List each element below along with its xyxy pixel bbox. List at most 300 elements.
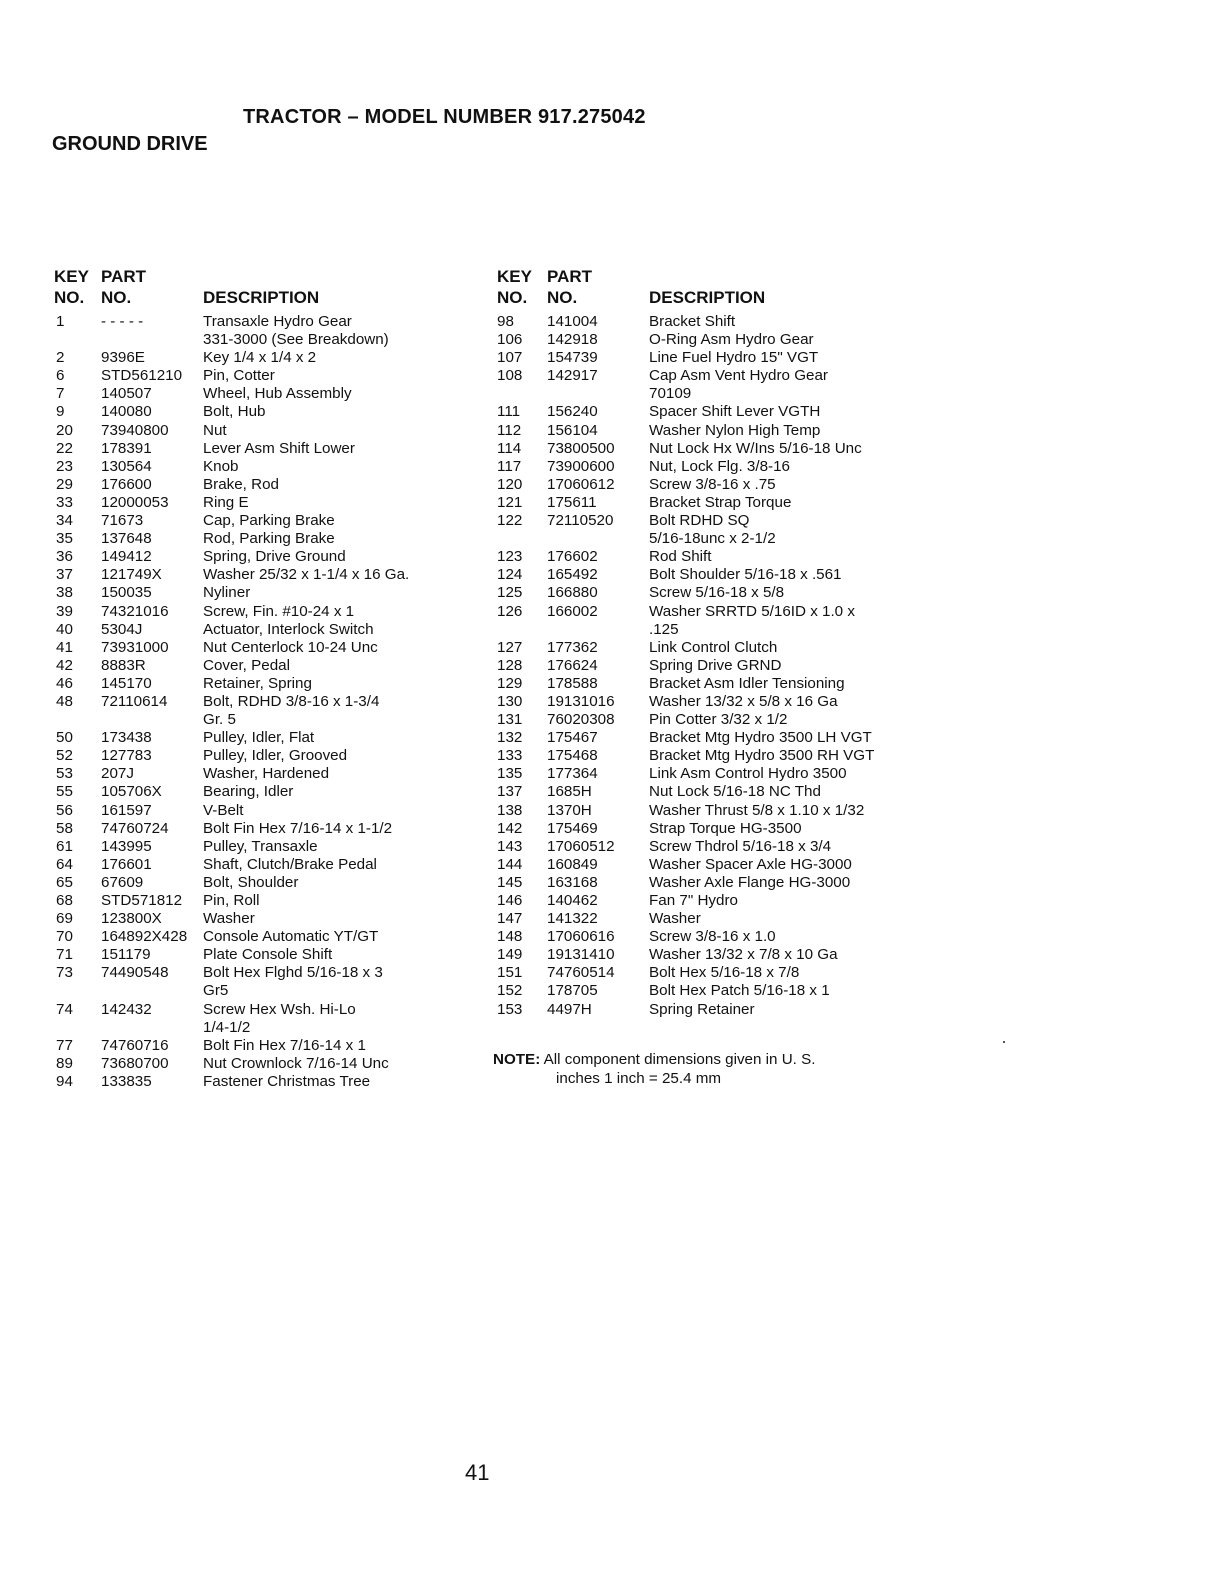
part-number: 175611: [547, 493, 597, 511]
key-number: 64: [56, 855, 73, 873]
part-description: [203, 964, 383, 1000]
page-number: 41: [465, 1460, 490, 1485]
key-number: 35: [56, 530, 73, 548]
key-number: 70: [56, 928, 73, 946]
parts-rows-right: [497, 313, 907, 1019]
description-line: Nut Centerlock 10-24 Unc: [203, 638, 378, 656]
part-description: [203, 820, 392, 838]
part-number: 149412: [101, 548, 152, 566]
description-line: Gr. 5: [203, 711, 236, 729]
table-row: [497, 693, 907, 711]
part-number: 72110614: [101, 692, 168, 710]
description-line: Key 1/4 x 1/4 x 2: [203, 349, 317, 367]
description-line: Bearing, Idler: [203, 783, 294, 801]
part-number: 141322: [547, 910, 598, 928]
description-line: Spring, Drive Ground: [203, 548, 346, 566]
description-line: Bracket Mtg Hydro 3500 RH VGT: [649, 747, 875, 765]
table-row: [497, 729, 907, 747]
part-number: 178705: [547, 982, 598, 1000]
part-description: [649, 603, 855, 639]
description-line: Bolt Hex Flghd 5/16-18 x 3: [203, 964, 383, 982]
part-description: [203, 928, 378, 946]
description-line: Washer Spacer Axle HG-3000: [649, 855, 852, 873]
part-description: [649, 440, 862, 458]
key-number: 111: [497, 403, 521, 421]
table-row: [54, 928, 484, 946]
part-description: [203, 693, 379, 729]
table-row: [54, 1073, 484, 1091]
header-description: DESCRIPTION: [203, 288, 320, 307]
table-row: [497, 566, 907, 584]
key-number: 53: [56, 765, 73, 783]
table-row: [54, 349, 484, 367]
column-headers: [497, 267, 907, 313]
key-number: 38: [56, 584, 73, 602]
key-number: 74: [56, 1000, 73, 1018]
table-row: [54, 621, 484, 639]
table-row: [54, 603, 484, 621]
part-number: 17060512: [547, 837, 615, 855]
key-number: 149: [497, 946, 523, 964]
table-row: [497, 476, 907, 494]
table-row: [54, 802, 484, 820]
table-row: [497, 603, 907, 639]
part-number: 207J: [101, 765, 134, 783]
key-number: 152: [497, 982, 523, 1000]
table-row: [497, 928, 907, 946]
description-line: Bolt Fin Hex 7/16-14 x 1-1/2: [203, 819, 393, 837]
parts-list-right: [497, 267, 907, 1019]
table-row: [497, 964, 907, 982]
table-row: [497, 422, 907, 440]
key-number: 106: [497, 331, 523, 349]
description-line: Bracket Mtg Hydro 3500 LH VGT: [649, 729, 872, 747]
part-number: 76020308: [547, 711, 615, 729]
table-row: [54, 512, 484, 530]
part-description: [649, 747, 874, 765]
key-number: 58: [56, 819, 73, 837]
part-description: [649, 512, 776, 548]
header-key: KEY: [497, 267, 532, 286]
part-number: 73800500: [547, 439, 615, 457]
table-row: [54, 892, 484, 910]
key-number: 131: [497, 711, 523, 729]
description-line: Cover, Pedal: [203, 656, 290, 674]
description-line: Strap Torque HG-3500: [649, 819, 802, 837]
description-line: Bolt Hex Patch 5/16-18 x 1: [649, 982, 830, 1000]
table-row: [54, 530, 484, 548]
part-number: 72110520: [547, 512, 614, 530]
table-row: [497, 512, 907, 548]
description-line: Line Fuel Hydro 15" VGT: [649, 349, 819, 367]
part-number: 166880: [547, 584, 598, 602]
description-line: Screw 3/8-16 x .75: [649, 475, 776, 493]
table-row: [54, 422, 484, 440]
part-description: [203, 603, 354, 621]
table-row: [54, 367, 484, 385]
part-number: 175468: [547, 747, 598, 765]
part-number: 140462: [547, 892, 598, 909]
part-number: 141004: [547, 313, 598, 330]
part-description: [649, 458, 790, 476]
part-description: [203, 946, 332, 964]
description-line: Nut, Lock Flg. 3/8-16: [649, 457, 790, 475]
key-number: 108: [497, 367, 523, 385]
part-description: [649, 892, 738, 910]
key-number: 145: [497, 873, 523, 891]
table-row: [54, 964, 484, 1000]
description-line: Nyliner: [203, 584, 251, 602]
part-description: [203, 747, 347, 765]
part-description: [203, 422, 227, 440]
table-row: [54, 946, 484, 964]
description-line: Pin, Cotter: [203, 367, 275, 385]
table-row: [497, 910, 907, 928]
key-number: 9: [56, 403, 65, 421]
part-number: 8883R: [101, 656, 146, 674]
part-number: 19131410: [547, 946, 615, 964]
part-description: [649, 566, 842, 584]
part-description: [649, 584, 784, 602]
part-number: 176624: [547, 656, 598, 674]
description-line: Plate Console Shift: [203, 946, 333, 964]
table-row: [54, 313, 484, 349]
description-line: Cap, Parking Brake: [203, 512, 335, 530]
description-line: Fastener Christmas Tree: [203, 1072, 371, 1090]
part-description: [203, 765, 329, 783]
key-number: 129: [497, 674, 523, 692]
table-row: [497, 331, 907, 349]
dimension-note: [493, 1051, 815, 1088]
key-number: 22: [56, 439, 73, 457]
part-number: 145170: [101, 674, 152, 692]
key-number: 48: [56, 692, 73, 710]
header-part-no: NO.: [547, 288, 578, 307]
header-key-no: NO.: [54, 288, 85, 307]
part-number: 161597: [101, 801, 152, 819]
part-description: [203, 856, 377, 874]
key-number: 132: [497, 729, 523, 747]
table-row: [54, 639, 484, 657]
key-number: 125: [497, 584, 523, 602]
description-line: Rod, Parking Brake: [203, 530, 335, 548]
part-number: 142432: [101, 1000, 152, 1018]
description-line: Bracket Asm Idler Tensioning: [649, 674, 845, 692]
header-part-no: NO.: [101, 288, 132, 307]
table-row: [54, 1037, 484, 1055]
key-number: 71: [56, 946, 73, 964]
key-number: 61: [56, 837, 73, 855]
part-description: [203, 385, 352, 403]
part-number: 173438: [101, 729, 152, 747]
description-line: Washer: [649, 910, 701, 928]
table-row: [497, 1001, 907, 1019]
description-line: Washer 13/32 x 5/8 x 16 Ga: [649, 692, 838, 710]
key-number: 147: [497, 910, 523, 928]
parts-rows-left: [54, 313, 484, 1091]
part-description: [203, 1055, 389, 1073]
key-number: 124: [497, 566, 523, 584]
part-description: [649, 910, 701, 928]
part-number: 73931000: [101, 638, 169, 656]
part-description: [649, 548, 711, 566]
part-number: 127783: [101, 747, 152, 765]
description-line: Actuator, Interlock Switch: [203, 620, 374, 638]
header-part: PART: [101, 267, 147, 286]
table-row: [497, 349, 907, 367]
table-row: [54, 1001, 484, 1037]
key-number: 142: [497, 819, 523, 837]
part-description: [203, 639, 378, 657]
part-number: 164892X428: [101, 928, 188, 946]
key-number: 77: [56, 1036, 73, 1054]
description-line: Washer 25/32 x 1-1/4 x 16 Ga.: [203, 566, 410, 584]
part-number: 140080: [101, 403, 152, 421]
part-description: [649, 313, 735, 331]
part-number: 74760724: [101, 819, 169, 837]
part-description: [649, 403, 820, 421]
part-number: 73900600: [547, 457, 615, 475]
part-number: 105706X: [101, 783, 162, 801]
part-description: [649, 349, 818, 367]
description-line: Rod Shift: [649, 548, 712, 566]
table-row: [497, 982, 907, 1000]
part-number: 17060616: [547, 928, 615, 946]
table-row: [54, 548, 484, 566]
part-description: [203, 729, 314, 747]
part-number: 177362: [547, 638, 598, 656]
header-part: PART: [547, 267, 593, 286]
description-line: Washer Axle Flange HG-3000: [649, 873, 851, 891]
section-title: GROUND DRIVE: [52, 133, 208, 155]
key-number: 117: [497, 457, 522, 475]
description-line: Washer Thrust 5/8 x 1.10 x 1/32: [649, 801, 865, 819]
part-number: 176601: [101, 855, 152, 873]
description-line: Screw 3/8-16 x 1.0: [649, 928, 776, 946]
part-description: [649, 874, 850, 892]
part-number: 177364: [547, 765, 598, 783]
key-number: 122: [497, 512, 523, 530]
key-number: 146: [497, 892, 523, 909]
description-line: Washer Nylon High Temp: [649, 421, 821, 439]
table-row: [497, 657, 907, 675]
part-number: 142917: [547, 367, 598, 385]
description-line: Bolt, Hub: [203, 403, 266, 421]
description-line: Nut Crownlock 7/16-14 Unc: [203, 1054, 389, 1072]
table-row: [54, 910, 484, 928]
description-line: 331-3000 (See Breakdown): [203, 331, 389, 349]
table-row: [54, 838, 484, 856]
table-row: [54, 566, 484, 584]
part-description: [203, 313, 389, 349]
description-line: Bolt Shoulder 5/16-18 x .561: [649, 566, 842, 584]
table-row: [497, 892, 907, 910]
table-row: [54, 476, 484, 494]
part-description: [649, 331, 814, 349]
part-number: 130564: [101, 457, 152, 475]
column-headers: [54, 267, 484, 313]
table-row: [54, 403, 484, 421]
part-number: STD571812: [101, 892, 183, 909]
part-description: [203, 1037, 366, 1055]
table-row: [497, 802, 907, 820]
description-line: Console Automatic YT/GT: [203, 928, 379, 946]
table-row: [54, 856, 484, 874]
part-description: [203, 838, 318, 856]
description-line: Washer 13/32 x 7/8 x 10 Ga: [649, 946, 838, 964]
part-description: [203, 566, 409, 584]
description-line: Pin Cotter 3/32 x 1/2: [649, 711, 788, 729]
part-number: 175469: [547, 819, 598, 837]
key-number: 69: [56, 910, 73, 928]
header-key: KEY: [54, 267, 89, 286]
table-row: [497, 458, 907, 476]
key-number: 39: [56, 602, 73, 620]
description-line: Bolt Fin Hex 7/16-14 x 1: [203, 1036, 366, 1054]
part-description: [649, 820, 802, 838]
table-row: [497, 584, 907, 602]
description-line: Screw Hex Wsh. Hi-Lo: [203, 1000, 356, 1018]
description-line: 1/4-1/2: [203, 1018, 251, 1036]
description-line: Link Asm Control Hydro 3500: [649, 765, 847, 783]
key-number: 151: [497, 964, 523, 982]
part-description: [649, 476, 776, 494]
table-row: [497, 494, 907, 512]
table-row: [54, 765, 484, 783]
part-number: 178391: [101, 439, 152, 457]
part-description: [203, 458, 238, 476]
key-number: 2: [56, 349, 65, 367]
key-number: 133: [497, 747, 523, 765]
key-number: 126: [497, 602, 523, 620]
description-line: Retainer, Spring: [203, 674, 312, 692]
table-row: [54, 747, 484, 765]
description-line: Spacer Shift Lever VGTH: [649, 403, 821, 421]
part-description: [649, 982, 830, 1000]
part-description: [203, 494, 249, 512]
part-description: [203, 1073, 370, 1091]
part-description: [203, 675, 312, 693]
key-number: 120: [497, 475, 523, 493]
description-line: Lever Asm Shift Lower: [203, 439, 355, 457]
key-number: 143: [497, 837, 523, 855]
part-description: [649, 367, 828, 403]
key-number: 29: [56, 475, 73, 493]
part-number: 150035: [101, 584, 152, 602]
part-number: 140507: [101, 385, 152, 403]
description-line: Bracket Shift: [649, 313, 736, 330]
description-line: Nut Lock 5/16-18 NC Thd: [649, 783, 821, 801]
part-description: [649, 494, 791, 512]
description-line: Screw Thdrol 5/16-18 x 3/4: [649, 837, 832, 855]
part-description: [649, 675, 845, 693]
part-description: [203, 367, 275, 385]
header-key-no: NO.: [497, 288, 528, 307]
key-number: 65: [56, 873, 73, 891]
part-number: 154739: [547, 349, 598, 367]
key-number: 23: [56, 457, 73, 475]
part-description: [203, 783, 293, 801]
part-number: 1370H: [547, 801, 592, 819]
part-number: 178588: [547, 674, 598, 692]
description-line: Washer: [203, 910, 255, 928]
table-row: [497, 820, 907, 838]
part-description: [203, 476, 279, 494]
description-line: Knob: [203, 457, 239, 475]
table-row: [497, 783, 907, 801]
table-row: [54, 874, 484, 892]
part-number: - - - - -: [101, 313, 144, 330]
table-row: [497, 313, 907, 331]
description-line: Bolt RDHD SQ: [649, 512, 750, 530]
part-number: 163168: [547, 873, 598, 891]
key-number: 52: [56, 747, 73, 765]
part-number: 176600: [101, 475, 152, 493]
part-description: [649, 765, 847, 783]
part-number: 156104: [547, 421, 598, 439]
part-number: 17060612: [547, 475, 615, 493]
table-row: [497, 856, 907, 874]
description-line: Washer, Hardened: [203, 765, 330, 783]
key-number: 6: [56, 367, 65, 385]
part-description: [203, 548, 346, 566]
table-row: [54, 440, 484, 458]
part-description: [203, 512, 335, 530]
part-description: [649, 783, 821, 801]
part-description: [203, 349, 316, 367]
part-description: [203, 1001, 356, 1037]
part-description: [203, 892, 260, 910]
description-line: Ring E: [203, 493, 249, 511]
part-description: [203, 584, 250, 602]
part-number: 74760716: [101, 1036, 169, 1054]
part-number: 5304J: [101, 620, 143, 638]
part-description: [649, 693, 838, 711]
key-number: 148: [497, 928, 523, 946]
key-number: 128: [497, 656, 523, 674]
table-row: [497, 946, 907, 964]
table-row: [497, 367, 907, 403]
part-description: [649, 711, 787, 729]
key-number: 121: [497, 493, 523, 511]
part-number: 1685H: [547, 783, 592, 801]
header-description: DESCRIPTION: [649, 288, 766, 307]
key-number: 107: [497, 349, 523, 367]
table-row: [54, 783, 484, 801]
key-number: 56: [56, 801, 73, 819]
part-number: 9396E: [101, 349, 145, 367]
part-description: [649, 946, 838, 964]
description-line: Spring Retainer: [649, 1000, 755, 1018]
description-line: Bolt, RDHD 3/8-16 x 1-3/4: [203, 692, 380, 710]
part-number: 74490548: [101, 964, 169, 982]
part-description: [649, 422, 820, 440]
part-number: 166002: [547, 602, 598, 620]
key-number: 7: [56, 385, 65, 403]
table-row: [54, 1055, 484, 1073]
part-description: [203, 802, 244, 820]
part-number: 137648: [101, 530, 152, 548]
description-line: Gr5: [203, 982, 229, 1000]
description-line: Transaxle Hydro Gear: [203, 313, 352, 330]
part-description: [649, 657, 782, 675]
part-number: 4497H: [547, 1000, 592, 1018]
scan-speck: [1003, 1041, 1005, 1043]
part-number: 165492: [547, 566, 598, 584]
key-number: 37: [56, 566, 73, 584]
part-number: 151179: [101, 946, 151, 964]
table-row: [54, 458, 484, 476]
